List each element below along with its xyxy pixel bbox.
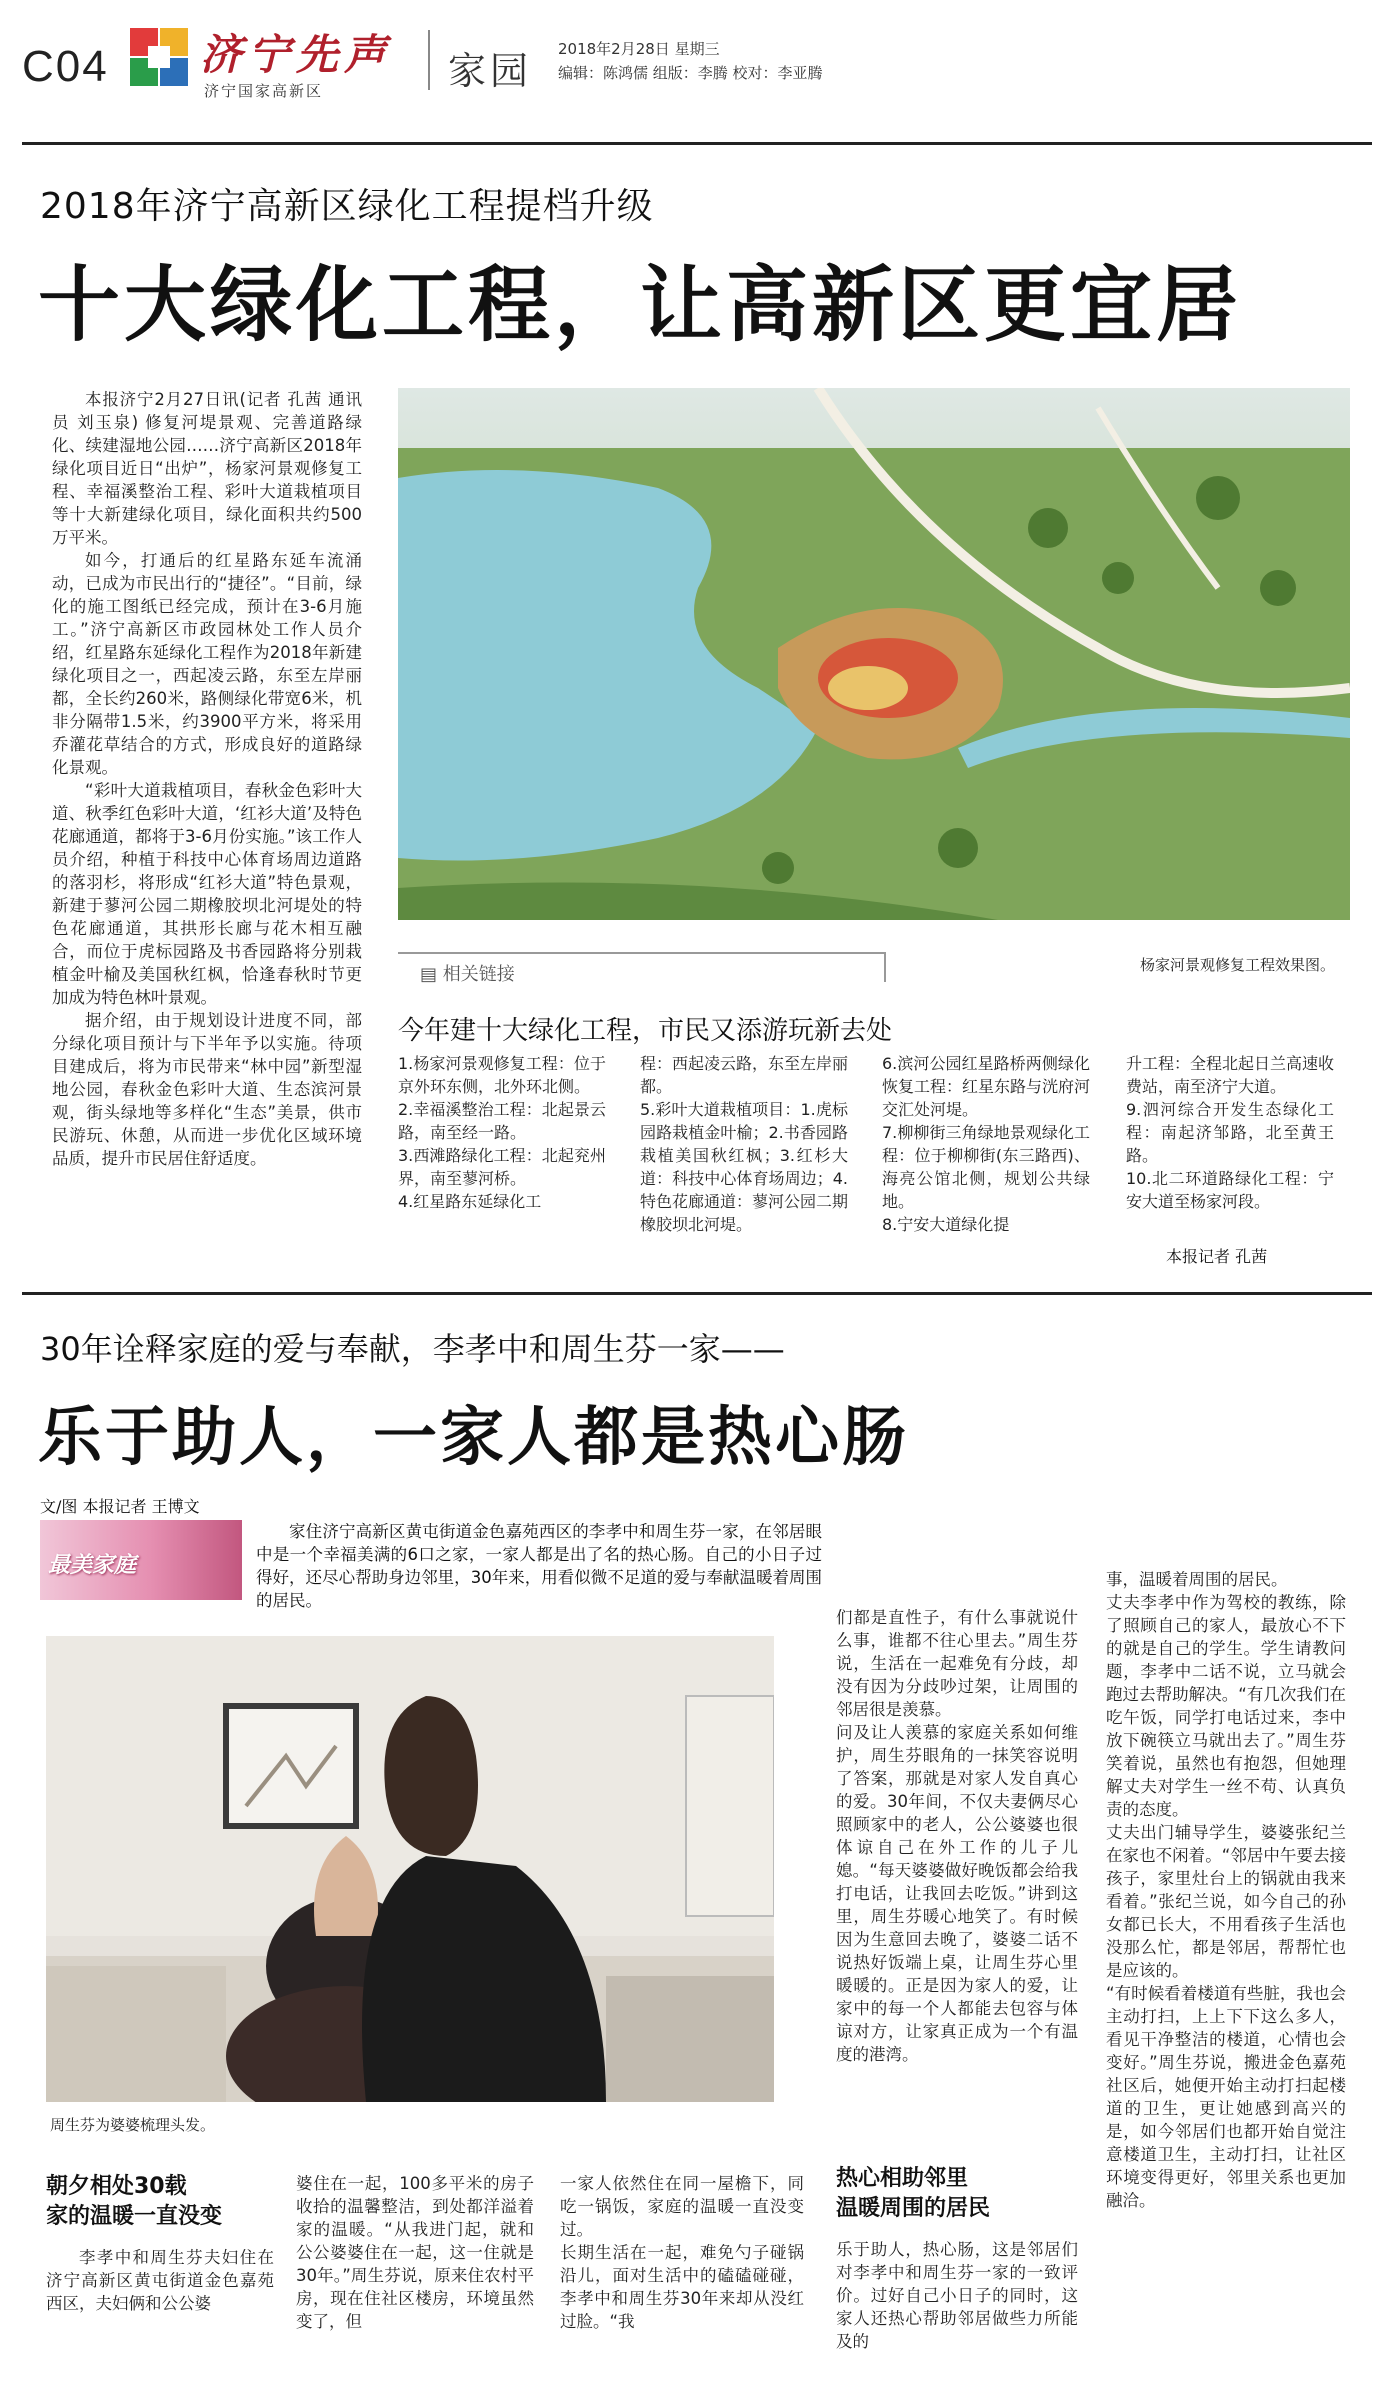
section-rule — [22, 1292, 1372, 1295]
related-links-label — [420, 960, 515, 986]
reporter-byline: 本报记者 孔茜 — [1166, 1247, 1268, 1266]
issue-date: 2018年2月28日 星期三 — [558, 40, 720, 58]
article1-paragraph: “彩叶大道栽植项目，春秋金色彩叶大道、秋季红色彩叶大道，‘红衫大道’及特色花廊通道，都将于3-6月份实施。”该工作人员介绍，种植于科技中心体育场周边道路的落羽杉，将形成“红衫大道”特色景观，新建于蓼河公园二期橡胶坝北河堤处的特色花廊通道，其拱形长廊与花木相互融合，而位于虎标园路及书香园路将分别栽植金叶榆及美国秋红枫，恰逢春秋时节更加成为特色林叶景观。 — [52, 781, 362, 1007]
header-divider — [428, 30, 430, 90]
page-number: C04 — [22, 42, 109, 91]
logo-icon — [128, 26, 190, 88]
article2-paragraph: 李孝中和周生芬夫妇住在济宁高新区黄屯街道金色嘉苑西区，夫妇俩和公公婆 — [46, 2248, 274, 2313]
project-list-column: 6.滨河公园红星路桥两侧绿化恢复工程：红星东路与洸府河交汇处河堤。 7.柳柳街三角绿地景观绿化工程：位于柳柳街(东三路西)、海亮公馆北侧，规划公共绿地。 8.宁安大道绿化提 — [882, 1054, 1091, 1234]
column-banner-text: 最美家庭 — [48, 1553, 137, 1578]
article2-kicker: 30年诠释家庭的爱与奉献，李孝中和周生芬一家—— — [40, 1330, 785, 1368]
article1-paragraph: 据介绍，由于规划设计进度不同，部分绿化项目预计与下半年予以实施。待项目建成后，将为市民带来“林中园”新型湿地公园，春秋金色彩叶大道、生态滨河景观，街头绿地等多样化“生态”美景，供市民游玩、休憩，从而进一步优化区域环境品质，提升市民居住舒适度。 — [52, 1011, 362, 1168]
family-photo — [46, 1636, 774, 2102]
article1-paragraph: 如今，打通后的红星路东延车流涌动，已成为市民出行的“捷径”。“目前，绿化的施工图纸已经完成，预计在3-6月施工。”济宁高新区市政园林处工作人员介绍，红星路东延绿化工程作为2018年新建绿化项目之一，西起凌云路，东至左岸丽都，全长约260米，路侧绿化带宽6米，机非分隔带1.5米，约3900平方米，将采用乔灌花草结合的方式，形成良好的道路绿化景观。 — [52, 551, 362, 777]
article1-kicker: 2018年济宁高新区绿化工程提档升级 — [40, 186, 654, 227]
article1-headline: 十大绿化工程，让高新区更宜居 — [38, 258, 1243, 353]
paper-subtitle: 济宁国家高新区 — [204, 82, 324, 100]
paper-name: 济宁先声 — [200, 30, 393, 79]
project-list-column: 程：西起凌云路，东至左岸丽都。 5.彩叶大道栽植项目：1.虎标园路栽植金叶榆；2.书香园路栽植美国秋红枫；3.红杉大道：科技中心体育场周边；4.特色花廊通道：蓼河公园二期橡胶坝北河堤。 — [640, 1054, 849, 1234]
article2-column: 一家人依然住在同一屋檐下，同吃一锅饭，家庭的温暖一直没变过。 长期生活在一起，难免勺子碰锅沿儿，面对生活中的磕磕碰碰，李孝中和周生芬30年来却从没红过脸。“我 — [560, 2174, 804, 2331]
article2-subhead: 朝夕相处30载 家的温暖一直没变 — [46, 2174, 223, 2229]
photo2-caption: 周生芬为婆婆梳理头发。 — [50, 2116, 216, 2134]
article2-author: 文/图 本报记者 王博文 — [40, 1497, 200, 1516]
project-list-column: 升工程：全程北起日兰高速收费站，南至济宁大道。 9.泗河综合开发生态绿化工程：南起济邹路，北至黄王路。 10.北二环道路绿化工程：宁安大道至杨家河段。 — [1126, 1054, 1335, 1211]
section-title: 家园 — [448, 49, 533, 93]
project-list-column: 1.杨家河景观修复工程：位于京外环东侧，北外环北侧。 2.幸福溪整治工程：北起景云路，南至经一路。 3.西滩路绿化工程：北起兖州界，南至蓼河桥。 4.红星路东延绿化工 — [398, 1054, 606, 1211]
photo1-caption: 杨家河景观修复工程效果图。 — [1140, 956, 1336, 974]
article1-body — [52, 388, 362, 1170]
article2-column: 乐于助人，热心肠，这是邻居们对李孝中和周生芬一家的一致评价。过好自己小日子的同时，这家人还热心帮助邻居做些力所能及的 — [836, 2240, 1078, 2351]
article2-column: 事，温暖着周围的居民。 丈夫李孝中作为驾校的教练，除了照顾自己的家人，最放心不下的就是自己的学生。学生请教问题，李孝中二话不说，立马就会跑过去帮助解决。“有几次我们在吃午饭，同学打电话过来，李中放下碗筷立马就出去了。”周生芬笑着说，虽然也有抱怨，但她理解丈夫对学生一丝不苟、认真负责的态度。 丈夫出门辅导学生，婆婆张纪兰在家也不闲着。“邻居中午要去接孩子，家里灶台上的锅就由我来看着。”张纪兰说，如今自己的孙女都已长大，不用看孩子生活也没那么忙，都是邻居，帮帮忙也是应该的。 “有时候看着楼道有些脏，我也会主动打扫，上上下下这么多人，看见干净整洁的楼道，心情也会变好。”周生芬说，搬进金色嘉苑社区后，她便开始主动打扫起楼道的卫生，更让她感到高兴的是，如今邻居们也都开始自觉注意楼道卫生，主动打扫，让社区环境变得更好，邻里关系也更加融洽。 — [1106, 1570, 1346, 2210]
park-rendering-image — [398, 388, 1350, 920]
article2-subhead: 热心相助邻里 温暖周围的居民 — [836, 2166, 991, 2221]
article2-column — [46, 2246, 274, 2315]
related-links-text: 相关链接 — [442, 964, 515, 985]
article2-column: 们都是直性子，有什么事就说什么事，谁都不往心里去。”周生芬说，生活在一起难免有分歧，却没有因为分歧吵过架，让周围的邻居很是羡慕。 问及让人羡慕的家庭关系如何维护，周生芬眼角的一抹笑容说明了答案，那就是对家人发自真心的爱。30年间，不仅夫妻俩尽心照顾家中的老人，公公婆婆也很体谅自己在外工作的儿子儿媳。“每天婆婆做好晚饭都会给我打电话，让我回去吃饭。”讲到这里，周生芬暖心地笑了。有时候因为生意回去晚了，婆婆二话不说热好饭端上桌，让周生芬心里暖暖的。正是因为家人的爱，让家中的每一个人都能去包容与体谅对方，让家真正成为一个有温度的港湾。 — [836, 1608, 1078, 2064]
header-rule — [22, 142, 1372, 145]
article2-headline: 乐于助人，一家人都是热心肠 — [38, 1401, 909, 1475]
article1-paragraph: 本报济宁2月27日讯(记者 孔茜 通讯员 刘玉泉) 修复河堤景观、完善道路绿化、续建湿地公园……济宁高新区2018年绿化项目近日“出炉”，杨家河景观修复工程、幸福溪整治工程、彩叶大道栽植项目等十大新建绿化项目，绿化面积共约500万平米。 — [52, 390, 362, 547]
related-title: 今年建十大绿化工程，市民又添游玩新去处 — [398, 1016, 893, 1046]
article2-column: 婆住在一起，100多平米的房子收拾的温馨整洁，到处都洋溢着家的温暖。“从我进门起，就和公公婆婆住在一起，这一住就是30年。”周生芬说，原来住农村平房，现在住社区楼房，环境虽然变了，但 — [296, 2174, 534, 2331]
staff-credits: 编辑：陈鸿儒 组版：李腾 校对：李亚腾 — [558, 64, 823, 82]
article2-lead: 家住济宁高新区黄屯街道金色嘉苑西区的李孝中和周生芬一家，在邻居眼中是一个幸福美满的6口之家，一家人都是出了名的热心肠。自己的小日子过得好，还尽心帮助身边邻里，30年来，用看似微不足道的爱与奉献温暖着周围的居民。 — [256, 1522, 822, 1610]
link-icon: ▤ — [420, 964, 438, 985]
